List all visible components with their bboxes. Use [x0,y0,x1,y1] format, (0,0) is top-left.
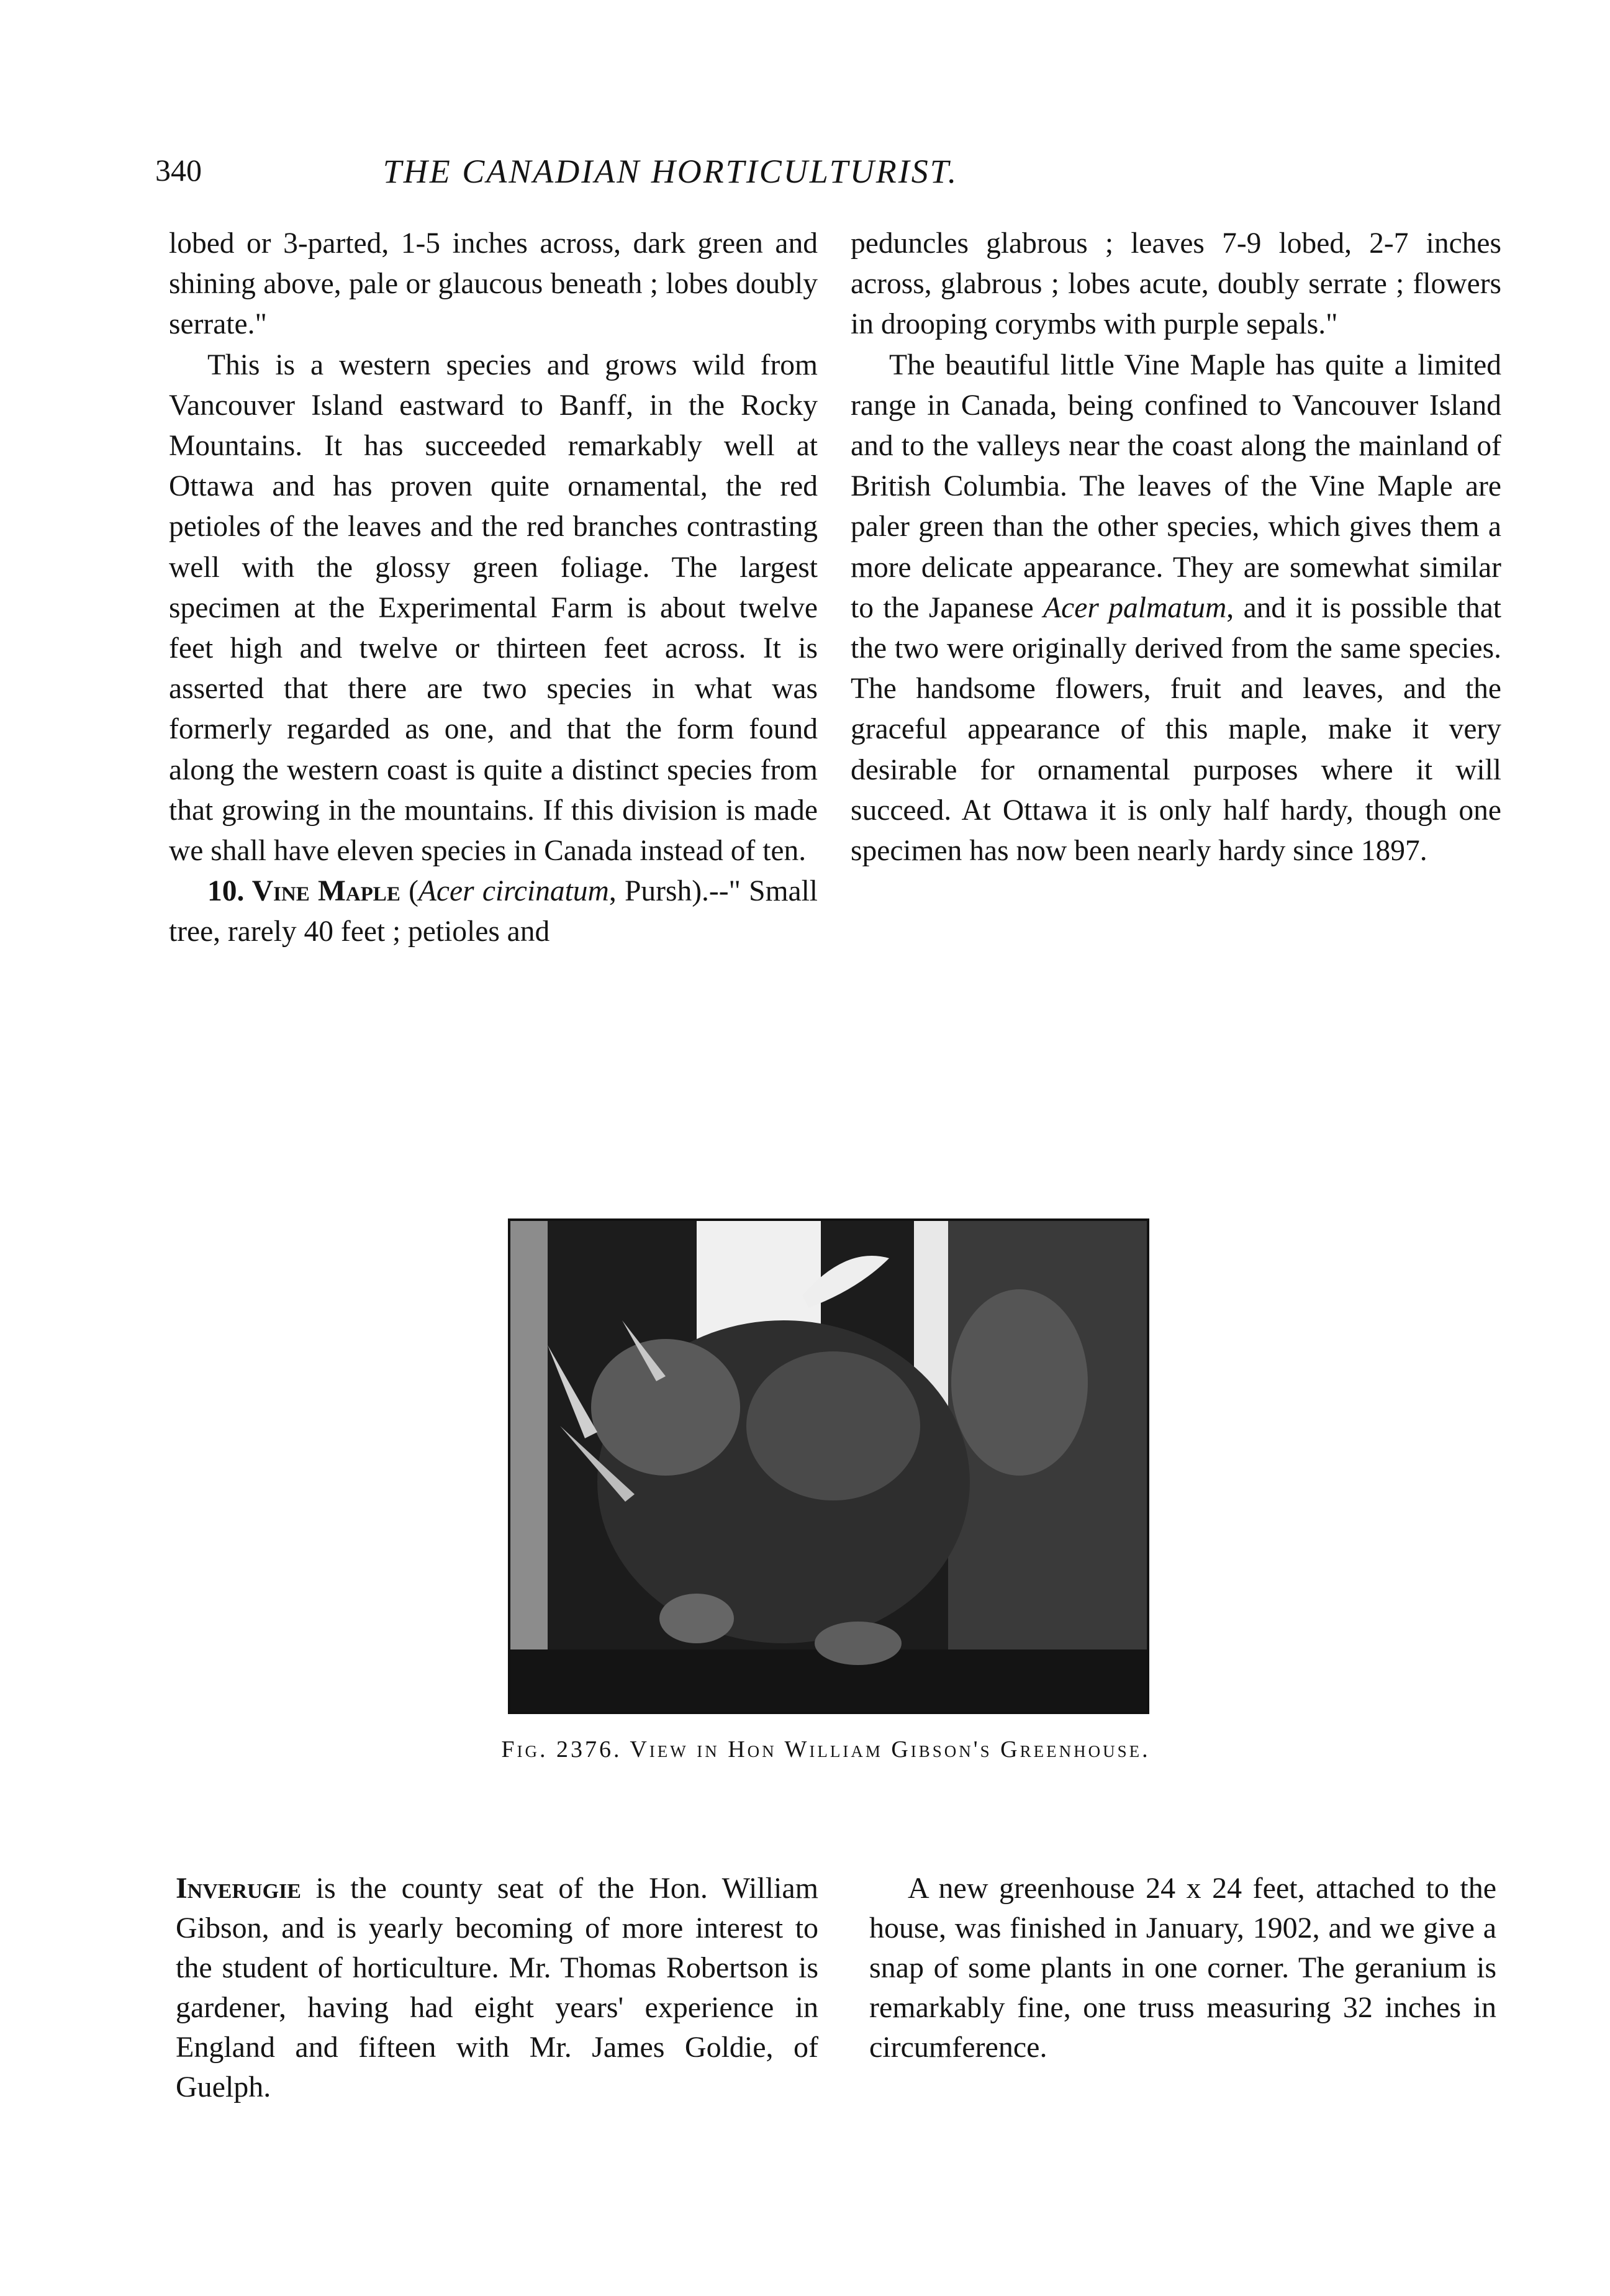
paragraph [851,345,1501,872]
paragraph [176,1869,818,2107]
greenhouse-photo-drawing [510,1221,1147,1712]
paragraph-text: The beautiful little Vine Maple has quite a limited range in Canada, being confined to Vancouver Island and to the valleys near the coast along the mainland of British Columbia. The leaves of the Vine Maple are paler green than the other species, which gives them a more delicate appearance. They are somewhat similar to the Japanese [851,348,1501,624]
column-bottom-left [176,1869,818,2107]
paragraph: This is a western species and grows wild from Vancouver Island eastward to Banff, in the Rocky Mountains. It has succeeded remarkably well at Ottawa and has proven quite ornamental, the red petioles of the leaves and the red branches contrasting well with the glossy green foliage. The largest specimen at the Experimental Farm is about twelve feet high and twelve or thirteen feet across. It is asserted that there are two species in what was formerly regarded as one, and that the form found along the western coast is quite a distinct species from that growing in the mountains. If this division is made we shall have eleven species in Canada instead of ten. [169,348,818,868]
paragraph: peduncles glabrous ; leaves 7-9 lobed, 2-7 inches across, glabrous ; lobes acute, doubly serrate ; flowers in drooping corymbs with purple sepals." [851,227,1501,341]
flower-pot [815,1622,902,1665]
paragraph-vine-maple [169,871,818,952]
page-number: 340 [155,153,202,188]
paragraph-text: , and it is possible that the two were originally derived from the same species. The handsome flowers, fruit and leaves, and the graceful appearance of this maple, make it very desirable for ornamental purposes where it will succeed. At Ottawa it is only half hardy, though one specimen has now been nearly hardy since 1897. [851,591,1501,868]
species-heading: 10. Vine Maple [207,875,400,908]
column-top-right [851,224,1501,871]
figure-caption: Fig. 2376. View in Hon William Gibson's Greenhouse. [501,1736,1151,1763]
paragraph-lead: Inverugie [176,1872,301,1905]
latin-name: Acer palmatum [1043,591,1227,624]
paragraph: A new greenhouse 24 x 24 feet, attached to the house, was finished in January, 1902, and we give a snap of some plants in one corner. The geranium is remarkably fine, one truss measuring 32 inches in circumference. [869,1872,1496,2064]
column-bottom-right [869,1869,1496,2067]
foliage-highlight [951,1289,1088,1476]
paren-open: ( [400,875,418,908]
column-top-left [169,224,818,953]
paragraph-text: , Pursh).--" Small tree, rarely 40 feet ; petioles and [169,875,818,948]
foliage-highlight [591,1339,740,1476]
foliage-highlight [746,1351,920,1500]
flower-pot [659,1594,734,1643]
latin-name: Acer circinatum [418,875,609,908]
page-header [155,152,1186,202]
paragraph: lobed or 3-parted, 1-5 inches across, dark green and shining above, pale or glaucous beneath ; lobes doubly serrate." [169,227,818,341]
greenhouse-photo [508,1218,1149,1714]
running-title: THE CANADIAN HORTICULTURIST. [382,153,959,190]
paragraph-text: is the county seat of the Hon. William Gibson, and is yearly becoming of more interest to the student of horticulture. Mr. Thomas Robertson is gardener, having had eight years' experience in England and fifteen with Mr. James Goldie, of Guelph. [176,1872,818,2103]
left-wall [510,1221,548,1712]
